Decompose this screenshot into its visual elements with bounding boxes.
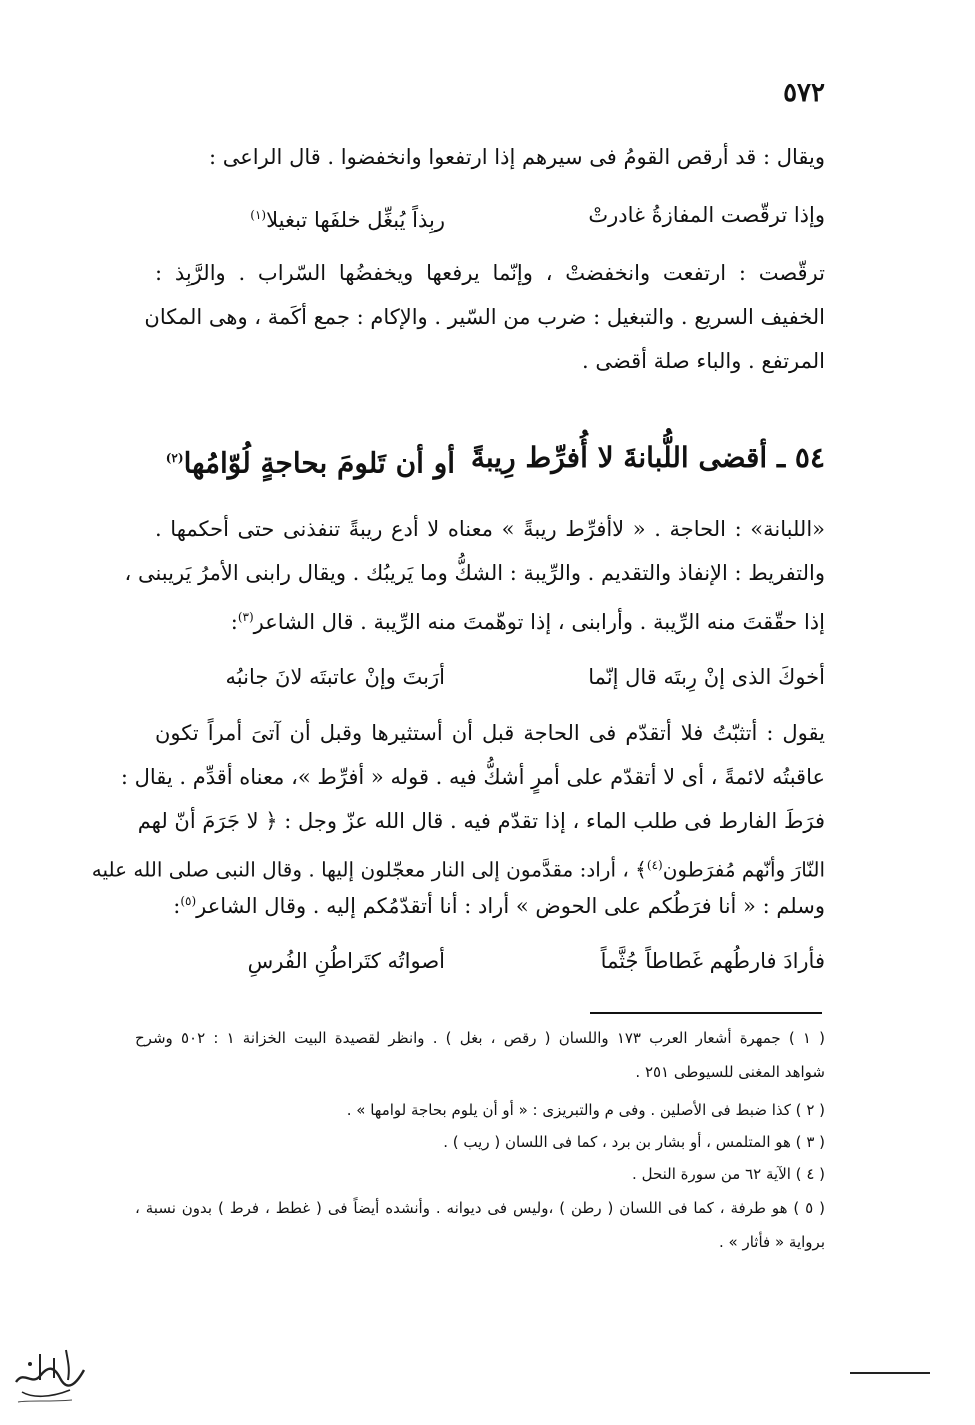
page-bottom-rule (850, 1372, 930, 1374)
verse-first-half (525, 198, 825, 232)
verse-second-half (155, 198, 445, 237)
footnote-1-continued: شواهد المغنى للسيوطى ٢٥١ . (635, 1063, 825, 1081)
footnote-5-continued: برواية « فأثار » . (718, 1233, 825, 1251)
line-text: ﴾ ، أراد: مقدَّمون إلى النار معجّلون إليها . وقال النبى صلى الله عليه (91, 857, 647, 882)
line-text: إذا حقّقتَ منه الرِّيبة . وأرابنى ، إذا توهّمتَ منه الرِّيبة . قال الشاعر (253, 610, 825, 634)
footnote-ref: (٣) (237, 610, 254, 624)
verse-second-half (145, 660, 445, 694)
paragraph-line: ترقّصت : ارتفعت وانخفضتْ ، وإنّما يرفعها ويخفضُها السّراب . والرَّبِذ : (155, 261, 825, 285)
paragraph-line (155, 600, 825, 639)
verse-text: أصواتُه كتَراطُنِ الفُرسِ (247, 949, 445, 973)
line-text: النّارَ وأنّهم مُفرَطون (662, 857, 825, 882)
paragraph-line: يقول : أتثبّتُ فلا أتقدّم فى الحاجة قبل أن أستثيرها وقبل أن آتىَ أمراً تكون (155, 721, 825, 745)
footnote-ref: (٤) (646, 858, 663, 872)
heading-second-half (135, 438, 455, 483)
line-text: : (173, 894, 181, 918)
verse-first-half (515, 944, 825, 978)
footnote-5: ( ٥ ) هو طرفة ، كما فى اللسان ( رطن ) ،وليس فى ديوانه . وأنشده أيضاً فى ( غطط ، فرط ) بدون نسبة ، (135, 1199, 825, 1217)
footnote-3: ( ٣ ) هو المتلمس ، أو بشار بن برد ، كما فى اللسان ( ريب ) . (443, 1133, 825, 1151)
paragraph-line: «اللبانة» : الحاجة . « لاأفرِّط ريبةً » معناه لا أدع ريبةً تنفذنى حتى أحكمها . (155, 517, 825, 541)
paragraph-line: والتفريط : الإنفاذ والتقديم . والرِّيبة : الشكُّ وما يَريبُك . ويقال رابنى الأمرُ يَريبنى ، (124, 561, 825, 585)
verse-text: أرَبتَ وإنْ عاتبتَه لانَ جانبُه (225, 665, 445, 689)
verse-text: أخوكَ الذى إنْ رِبتَه قال إنّما (588, 665, 825, 689)
paragraph-line (155, 884, 825, 923)
heading-text: أقضى اللُّبانةَ لا أُفرِّط رِيبةً (470, 441, 768, 474)
footnote-1: ( ١ ) جمهرة أشعار العرب ١٧٣ واللسان ( رقص ، بغل ) . وانظر لقصيدة البيت الخزانة ١ : ٥٠٢ وشرح (135, 1029, 826, 1047)
paragraph-line (91, 848, 825, 887)
verse-text: وإذا ترقّصت المفازةُ غادرتْ (588, 203, 825, 227)
page-number: ٥٧٢ (783, 78, 825, 108)
paragraph-line: فرَطَ الفارط فى طلب الماء ، إذا تقدّم فيه . قال الله عزّ وجل : ﴿ لا جَرَمَ أنّ لهم (137, 809, 825, 833)
verse-second-half (145, 944, 445, 978)
verse-text: فأرادَ فارطُهم غَطاطاً جُثَّماً (600, 949, 825, 973)
verse-first-half (505, 660, 825, 694)
footnote-ref: (٢) (165, 451, 184, 465)
paragraph-line: ويقال : قد أرقص القومُ فى سيرهم إذا ارتفعوا وانخفضوا . قال الراعى : (208, 145, 825, 169)
footnote-separator (590, 1012, 822, 1014)
handwritten-stamp-logo (10, 1340, 90, 1410)
footnote-4: ( ٤ ) الآية ٦٢ من سورة النحل . (632, 1165, 825, 1183)
heading-first-half: ٥٤ ـ أقضى اللُّبانةَ لا أُفرِّط رِيبةً (470, 441, 825, 474)
paragraph-line: الخفيف السريع . والتبغيل : ضرب من السّير . والإكام : جمع أكَمة ، وهى المكان (144, 305, 825, 329)
line-text: : (230, 610, 238, 634)
paragraph-line: المرتفع . والباء صلة أقضى . (582, 349, 825, 373)
footnote-ref: (٥) (180, 894, 197, 908)
footnote-ref: (١) (250, 208, 267, 222)
verse-text: ربِذاً يُبغِّل خلفَها تبغيلا (266, 208, 445, 232)
heading-text: أو أن تَلومَ بحاجةٍ لُوّامُها (183, 446, 455, 480)
paragraph-line: عاقبتُه لائمةً ، أى لا أتقدّم على أمرٍ أشكُّ فيه . قوله « أفرِّط »، معناه أقدِّم . يقال : (120, 765, 825, 789)
heading-number: ٥٤ (794, 441, 825, 474)
line-text: وسلم : « أنا فرَطُكم على الحوض » أراد : أنا أتقدّمُكم إليه . وقال الشاعر (196, 894, 825, 918)
footnote-2: ( ٢ ) كذا ضبط فى الأصلين . وفى م والتبريزى : « أو أن يلوم بحاجة لوامها » . (346, 1101, 825, 1119)
